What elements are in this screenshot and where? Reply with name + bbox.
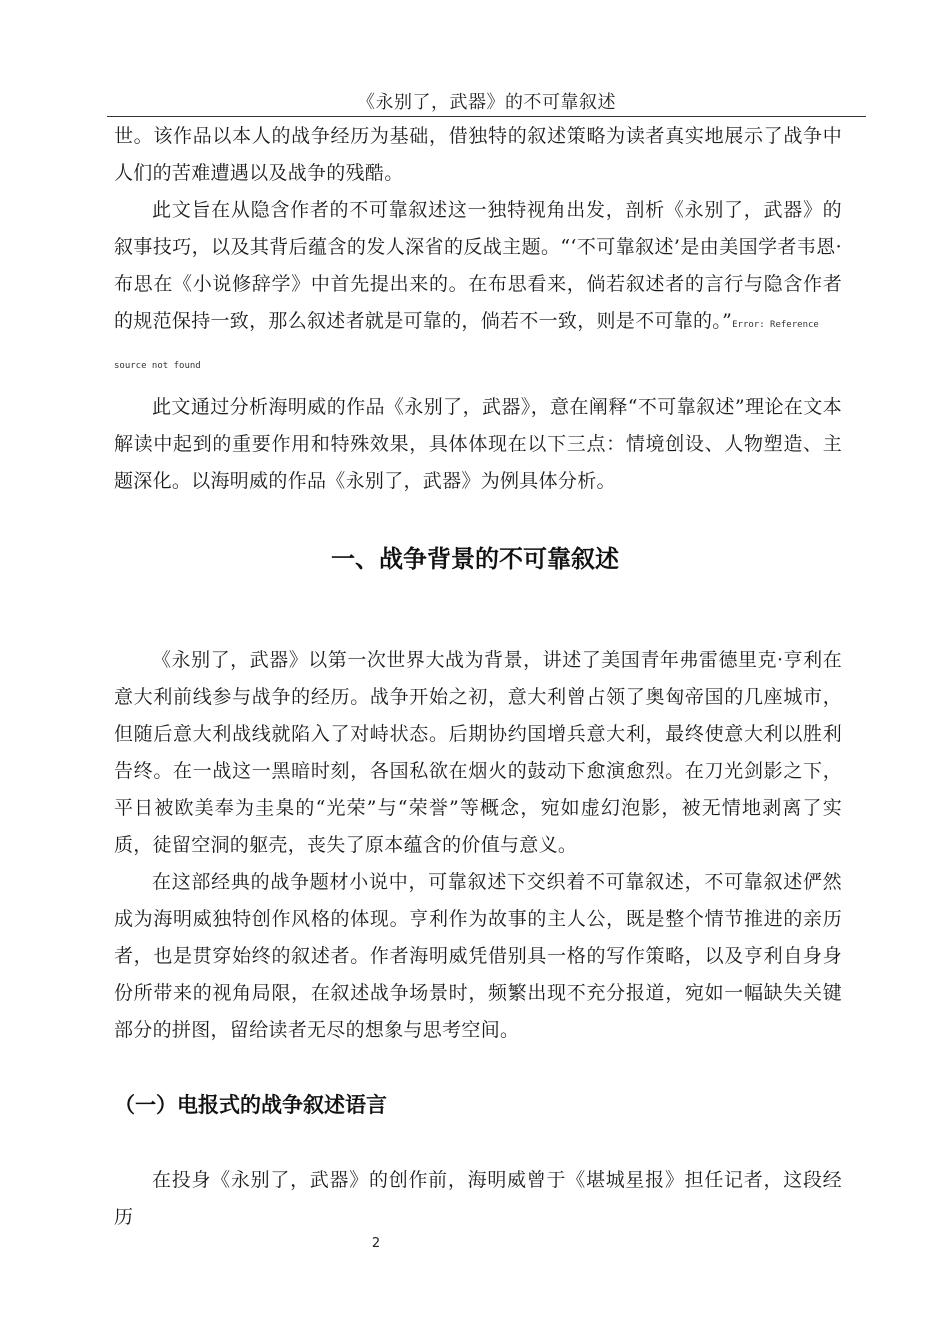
page-number: 2	[371, 1236, 381, 1251]
section-heading: 一、战争背景的不可靠叙述	[331, 545, 619, 573]
paragraph-narration	[114, 864, 842, 1049]
paragraph-text: 在投身《永别了，武器》的创作前，海明威曾于《堪城星报》担任记者，这段经历	[114, 1169, 842, 1228]
paragraph-text: 此文通过分析海明威的作品《永别了，武器》，意在阐释“不可靠叙述”理论在文本解读中起到的重要作用和特殊效果，具体体现在以下三点：情境创设、人物塑造、主题深化。以海明威的作品《永别了，武器》为例具体分析。	[114, 396, 842, 492]
subsection-heading: （一）电报式的战争叙述语言	[114, 1093, 387, 1117]
running-header-title: 《永别了，武器》的不可靠叙述	[357, 92, 616, 113]
paragraph-purpose	[114, 389, 842, 500]
reference-error-note-continued: source not found	[114, 361, 201, 371]
paragraph-thesis	[114, 192, 842, 340]
paragraph-text: 《永别了，武器》以第一次世界大战为背景，讲述了美国青年弗雷德里克·亨利在意大利前线参与战争的经历。战争开始之初，意大利曾占领了奥匈帝国的几座城市，但随后意大利战线就陷入了对峙状态。后期协约国增兵意大利，最终使意大利以胜利告终。在一战这一黑暗时刻，各国私欲在烟火的鼓动下愈演愈烈。在刀光剑影之下，平日被欧美奉为圭臬的“光荣”与“荣誉”等概念，宛如虚幻泡影，被无情地剥离了实质，徒留空洞的躯壳，丧失了原本蕴含的价值与意义。	[114, 649, 842, 856]
paragraph-telegraphic	[114, 1162, 842, 1236]
paragraph-text: 此文旨在从隐含作者的不可靠叙述这一独特视角出发，剖析《永别了，武器》的叙事技巧，以及其背后蕴含的发人深省的反战主题。“‘不可靠叙述’是由美国学者韦恩·布思在《小说修辞学》中首先提出来的。在布思看来，倘若叙述者的言行与隐含作者的规范保持一致，那么叙述者就是可靠的，倘若不一致，则是不可靠的。”	[114, 199, 842, 332]
paragraph-text: 世。该作品以本人的战争经历为基础，借独特的叙述策略为读者真实地展示了战争中人们的苦难遭遇以及战争的残酷。	[114, 125, 842, 184]
reference-error-note: Error: Reference	[732, 320, 819, 330]
paragraph-continuation	[114, 118, 842, 192]
paragraph-text: 在这部经典的战争题材小说中，可靠叙述下交织着不可靠叙述，不可靠叙述俨然成为海明威独特创作风格的体现。亨利作为故事的主人公，既是整个情节推进的亲历者，也是贯穿始终的叙述者。作者海明威凭借别具一格的写作策略，以及亨利自身身份所带来的视角局限，在叙述战争场景时，频繁出现不充分报道，宛如一幅缺失关键部分的拼图，留给读者无尽的想象与思考空间。	[114, 871, 842, 1041]
header-divider	[107, 116, 866, 117]
paragraph-background	[114, 642, 842, 864]
